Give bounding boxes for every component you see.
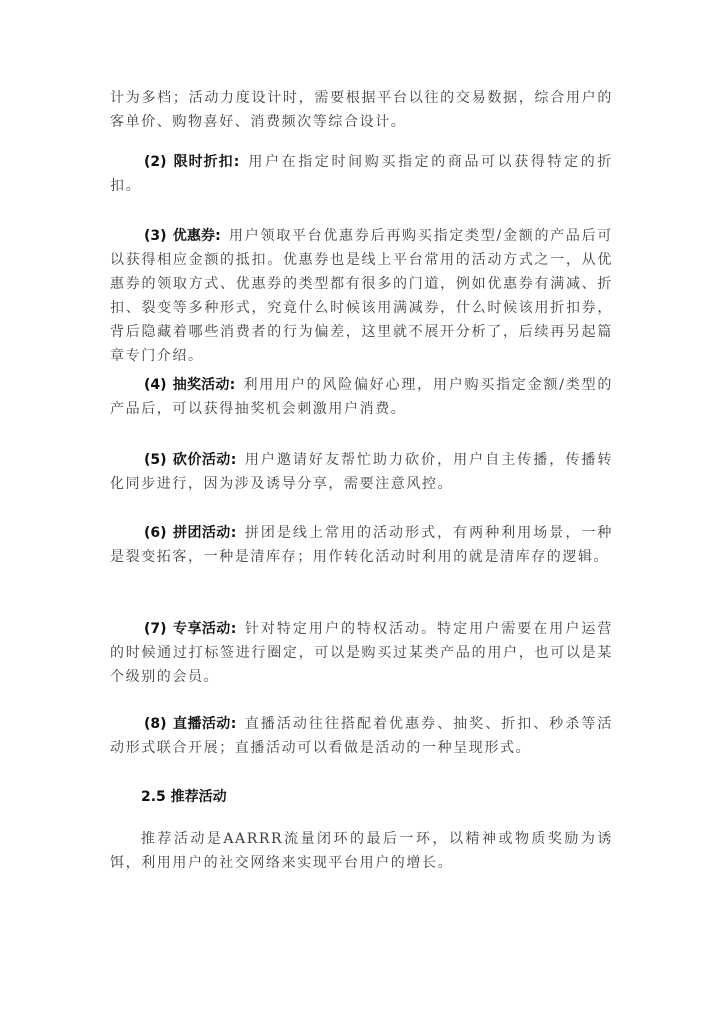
item-text: 用户邀请好友帮忙助力砍价，用户自主传播，传播转化同步进行，因为涉及诱导分享，需要注意风控。 — [110, 452, 613, 492]
section-paragraph — [110, 827, 613, 875]
item-title: 优惠券: — [172, 228, 221, 244]
item-number: (6) — [144, 525, 167, 541]
item-text: 拼团是线上常用的活动形式，有两种利用场景，一种是裂变拓客，一种是清库存；用作转化活动时利用的就是清库存的逻辑。 — [110, 525, 613, 565]
item-exclusive — [110, 617, 613, 689]
item-number: (7) — [144, 621, 167, 637]
item-title: 专享活动: — [173, 621, 237, 637]
item-title: 抽奖活动: — [172, 377, 236, 393]
item-lottery — [110, 373, 613, 421]
item-text: 直播活动往往搭配着优惠券、抽奖、折扣、秒杀等活动形式联合开展；直播活动可以看做是活动的一种呈现形式。 — [110, 716, 613, 756]
intro-text: 计为多档；活动力度设计时，需要根据平台以往的交易数据，综合用户的客单价、购物喜好、消费频次等综合设计。 — [110, 90, 613, 130]
item-text: 用户在指定时间购买指定的商品可以获得特定的折扣。 — [110, 154, 613, 194]
item-number: (4) — [144, 377, 167, 393]
section-text: 推荐活动是AARRR流量闭环的最后一环，以精神或物质奖励为诱饵，利用用户的社交网络来实现平台用户的增长。 — [110, 831, 613, 871]
item-limited-discount — [110, 150, 613, 198]
item-number: (8) — [144, 716, 167, 732]
item-number: (3) — [144, 228, 167, 244]
item-text: 用户领取平台优惠券后再购买指定类型/金额的产品后可以获得相应金额的抵扣。优惠券也是线上平台常用的活动方式之一，从优惠券的领取方式、优惠券的类型都有很多的门道，例如优惠券有满减、折扣、裂变等多种形式，究竟什么时候该用满减券，什么时候该用折扣券，背后隐藏着哪些消费者的行为偏差，这里就不展开分析了，后续再另起篇章专门介绍。 — [110, 228, 614, 364]
item-bargain — [110, 448, 613, 496]
item-number: (5) — [144, 452, 167, 468]
intro-paragraph — [110, 86, 613, 134]
item-title: 限时折扣: — [173, 154, 240, 170]
item-text: 针对特定用户的特权活动。特定用户需要在用户运营的时候通过打标签进行圈定，可以是购买过某类产品的用户，也可以是某个级别的会员。 — [110, 621, 613, 685]
section-heading: 2.5 推荐活动 — [141, 789, 227, 805]
item-title: 拼团活动: — [173, 525, 237, 541]
item-title: 砍价活动: — [173, 452, 237, 468]
item-coupon — [110, 224, 613, 368]
item-group-buy — [110, 521, 613, 569]
item-title: 直播活动: — [173, 716, 237, 732]
item-live-stream — [110, 712, 613, 760]
item-text: 利用用户的风险偏好心理，用户购买指定金额/类型的产品后，可以获得抽奖机会刺激用户消费。 — [110, 377, 613, 417]
item-number: (2) — [144, 154, 167, 170]
